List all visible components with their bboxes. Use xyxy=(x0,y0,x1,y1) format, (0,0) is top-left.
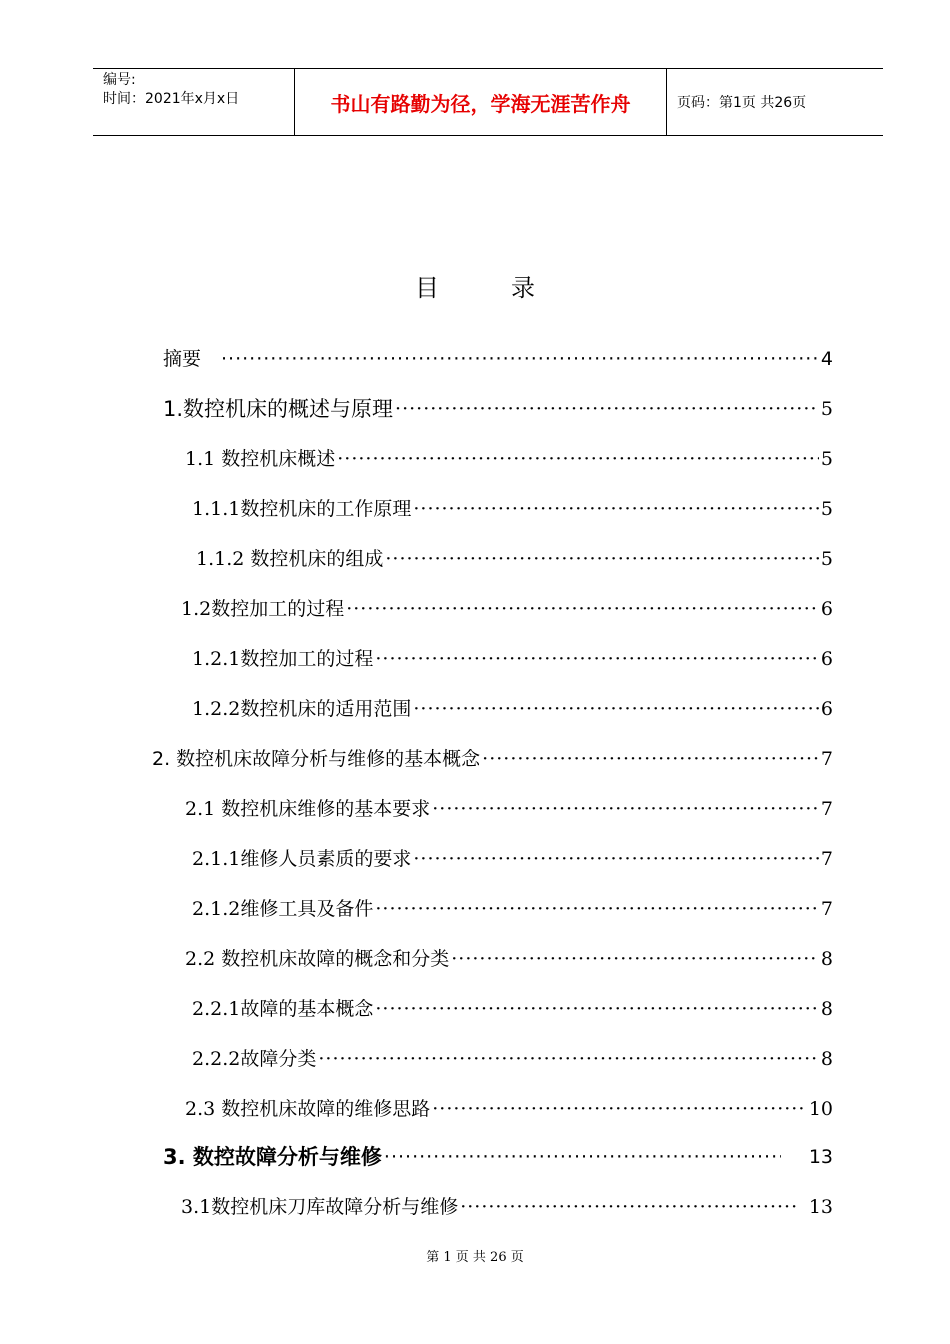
toc-entry-label: 3. 数控故障分析与维修 xyxy=(163,1145,382,1169)
toc-entry-label: 1.2.2数控机床的适用范围 xyxy=(192,698,412,720)
toc-leader xyxy=(346,594,819,624)
toc-entry[interactable] xyxy=(192,894,833,924)
toc-leader xyxy=(318,1044,819,1074)
toc-leader xyxy=(337,444,819,474)
page-header xyxy=(93,68,883,136)
toc-title-char-1: 目 xyxy=(415,274,439,302)
toc-entry[interactable] xyxy=(196,544,833,574)
toc-entry-page: 6 xyxy=(820,598,833,620)
toc-leader xyxy=(221,344,819,374)
toc-entry-page: 7 xyxy=(820,848,833,870)
toc-entry-page: 5 xyxy=(820,448,833,470)
toc-entry-label: 1.2.1数控加工的过程 xyxy=(192,648,374,670)
toc-leader xyxy=(413,494,819,524)
toc-title xyxy=(0,268,950,303)
toc-entry-label: 2.2 数控机床故障的概念和分类 xyxy=(185,948,450,970)
page-footer: 第 1 页 共 26 页 xyxy=(426,1250,524,1265)
toc-entry-label: 2.1.2维修工具及备件 xyxy=(192,898,374,920)
toc-leader xyxy=(432,1094,807,1124)
toc-leader xyxy=(385,544,819,574)
header-page-info: 页码：第1页 共26页 xyxy=(677,95,807,111)
toc-entry-label: 2.2.2故障分类 xyxy=(192,1048,317,1070)
toc-entry[interactable] xyxy=(185,944,833,974)
toc-leader xyxy=(482,744,819,774)
time-label: 时间：2021年x月x日 xyxy=(103,91,240,107)
toc-entry-page: 6 xyxy=(820,648,833,670)
toc-entry-label: 3.1数控机床刀库故障分析与维修 xyxy=(181,1196,459,1218)
toc-entry-label: 1.1 数控机床概述 xyxy=(185,448,336,470)
toc-entry-page: 8 xyxy=(820,1048,833,1070)
toc-leader xyxy=(413,844,819,874)
toc-entry[interactable] xyxy=(181,1192,833,1222)
header-motto: 书山有路勤为径，学海无涯苦作舟 xyxy=(295,69,667,135)
toc-leader xyxy=(432,794,819,824)
toc-leader xyxy=(375,644,819,674)
toc-entry-page: 13 xyxy=(808,1196,833,1218)
toc-entry-page: 5 xyxy=(820,498,833,520)
toc-leader xyxy=(395,394,819,424)
toc-entry-page: 7 xyxy=(820,898,833,920)
toc-entry[interactable] xyxy=(185,794,833,824)
toc-entry-page: 10 xyxy=(808,1098,833,1120)
toc-leader xyxy=(460,1192,797,1222)
toc-title-char-2: 录 xyxy=(511,274,535,302)
toc-leader xyxy=(375,894,819,924)
toc-entry-label: 摘要 xyxy=(163,348,202,370)
toc-entry[interactable] xyxy=(185,444,833,474)
serial-label: 编号: xyxy=(103,72,136,88)
toc-leader xyxy=(451,944,819,974)
toc-entry[interactable] xyxy=(192,844,833,874)
toc-entry[interactable] xyxy=(192,644,833,674)
toc-leader xyxy=(384,1142,781,1172)
toc-entry[interactable] xyxy=(192,694,833,724)
toc-entry[interactable] xyxy=(192,1044,833,1074)
toc-entry-label: 2. 数控机床故障分析与维修的基本概念 xyxy=(152,748,481,770)
toc-entry-page: 7 xyxy=(820,748,833,770)
toc-entry[interactable] xyxy=(185,1094,833,1124)
toc-entry-page: 4 xyxy=(820,348,833,370)
toc-entry-label: 2.2.1故障的基本概念 xyxy=(192,998,374,1020)
toc-entry[interactable] xyxy=(181,594,833,624)
header-meta xyxy=(93,69,295,135)
toc-entry[interactable] xyxy=(163,344,833,374)
toc-entry-page: 5 xyxy=(820,398,833,420)
toc-entry-page: 5 xyxy=(820,548,833,570)
toc-leader xyxy=(375,994,819,1024)
toc-entry-page: 8 xyxy=(820,948,833,970)
toc-entry-label: 1.数控机床的概述与原理 xyxy=(163,397,394,421)
toc-entry-label: 2.1.1维修人员素质的要求 xyxy=(192,848,412,870)
toc-entry[interactable] xyxy=(163,394,833,424)
toc-entry-label: 1.1.1数控机床的工作原理 xyxy=(192,498,412,520)
toc-entry[interactable] xyxy=(192,494,833,524)
toc-entry[interactable] xyxy=(192,994,833,1024)
toc-entry-label: 2.3 数控机床故障的维修思路 xyxy=(185,1098,431,1120)
toc-entry-label: 1.1.2 数控机床的组成 xyxy=(196,548,384,570)
toc-entry-label: 1.2数控加工的过程 xyxy=(181,598,345,620)
toc-entry-page: 6 xyxy=(820,698,833,720)
toc-entry[interactable] xyxy=(163,1142,833,1172)
toc-entry[interactable] xyxy=(152,744,833,774)
toc-entry-page: 13 xyxy=(808,1146,833,1168)
toc-entry-page: 7 xyxy=(820,798,833,820)
toc-entry-page: 8 xyxy=(820,998,833,1020)
toc-entry-label: 2.1 数控机床维修的基本要求 xyxy=(185,798,431,820)
toc-leader xyxy=(413,694,819,724)
